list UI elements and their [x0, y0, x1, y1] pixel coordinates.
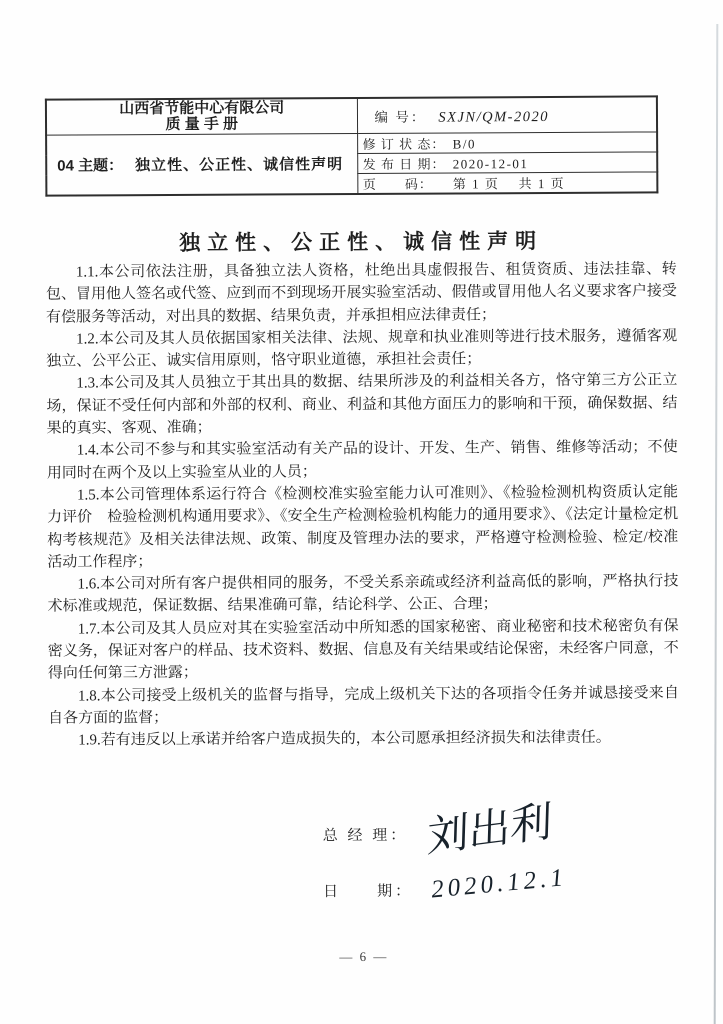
manager-signature-row	[322, 799, 683, 862]
issue-date-cell	[357, 152, 657, 174]
page-code-cell	[357, 172, 657, 194]
revision-value: B/0	[452, 136, 476, 152]
subject-cell	[46, 134, 357, 196]
paragraph-1-3: 1.3.本公司及其人员独立于其出具的数据、结果所涉及的利益相关各方，恪守第三方公正立场，保证不受任何内部和外部的权利、商业、利益和其他方面压力的影响和干预，确保数据、结果的真实、客观、准确；	[46, 372, 678, 437]
subject-prefix: 04 主题：	[57, 157, 124, 175]
paragraph-1-9: 1.9.若有违反以上承诺并给客户造成损失的，本公司愿承担经济损失和法律责任。	[78, 729, 611, 749]
code-value: SXJN/QM-2020	[438, 108, 550, 126]
document-title: 独立性、公正性、诚信性声明	[179, 229, 544, 255]
paragraph-1-5: 1.5.本公司管理体系运行符合《检测校准实验室能力认可准则》、《检验检测机构资质认定能力评价 检验检测机构通用要求》、《安全生产检测检验机构能力的通用要求》、《法定计量检定机构考核规范》及相关法律法规、政策、制度及管理办法的要求，严格遵守检测检验、检定/校准活动工作程序；	[47, 484, 679, 571]
date-label: 日 期：	[323, 883, 414, 900]
revision-label: 修 订 状 态：	[362, 136, 446, 152]
page-code-label: 页 码：	[362, 176, 433, 192]
subject-title: 独立性、公正性、诚信性声明	[135, 156, 344, 175]
page-number: — 6 —	[339, 948, 389, 965]
page-code-value: 第 1 页 共 1 页	[452, 175, 566, 192]
paragraph-1-7: 1.7.本公司及其人员应对其在实验室活动中所知悉的国家秘密、商业秘密和技术秘密负有保密义务，保证对客户的样品、技术资料、数据、信息及有关结果或结论保密，未经客户同意，不得向任何第三方泄露；	[47, 618, 679, 682]
paragraph-1-4: 1.4.本公司不参与和其实验室活动有关产品的设计、开发、生产、销售、维修等活动；不使用同时在两个及以上实验室从业的人员；	[46, 439, 678, 482]
paragraph-1-8: 1.8.本公司接受上级机关的监督与指导，完成上级机关下达的各项指令任务并诚恳接受来自自各方面的监督；	[48, 684, 680, 727]
paragraph-1-2: 1.2.本公司及其人员依据国家相关法律、法规、规章和执业准则等进行技术服务，遵循客观独立、公平公正、诚实信用原则，恪守职业道德，承担社会责任；	[46, 328, 678, 370]
doc-code-cell	[357, 96, 657, 133]
manager-label: 总 经 理：	[322, 827, 409, 844]
paragraph-1-6: 1.6.本公司对所有客户提供相同的服务，不受关系亲疏或经济利益高低的影响，严格执行技术标准或规范，保证数据、结果准确可靠，结论科学、公正、合理；	[47, 573, 679, 616]
header-table	[45, 95, 659, 196]
date-row	[323, 860, 683, 918]
signature-block	[322, 799, 684, 918]
code-label: 编 号：	[374, 109, 427, 125]
revision-cell	[357, 132, 657, 154]
issue-date-label: 发 布 日 期：	[362, 156, 446, 172]
paragraph-1-1: 1.1.本公司依法注册，具备独立法人资格，杜绝出具虚假报告、租赁资质、违法挂靠、转包、冒用他人签名或代签、应到而不到现场开展实验室活动、假借或冒用他人名义要求客户接受有偿服务等活动，对出具的数据、结果负责，并承担相应法律责任；	[45, 261, 677, 326]
manager-signature-handwriting: 刘出利	[426, 799, 553, 862]
company-cell	[46, 98, 357, 135]
date-handwriting: 2020.12.1	[430, 864, 568, 904]
declaration-body	[46, 258, 680, 752]
manual-name: 质 量 手 册	[165, 115, 239, 134]
issue-date-value: 2020-12-01	[452, 156, 529, 172]
company-name: 山西省节能中心有限公司	[119, 99, 285, 118]
